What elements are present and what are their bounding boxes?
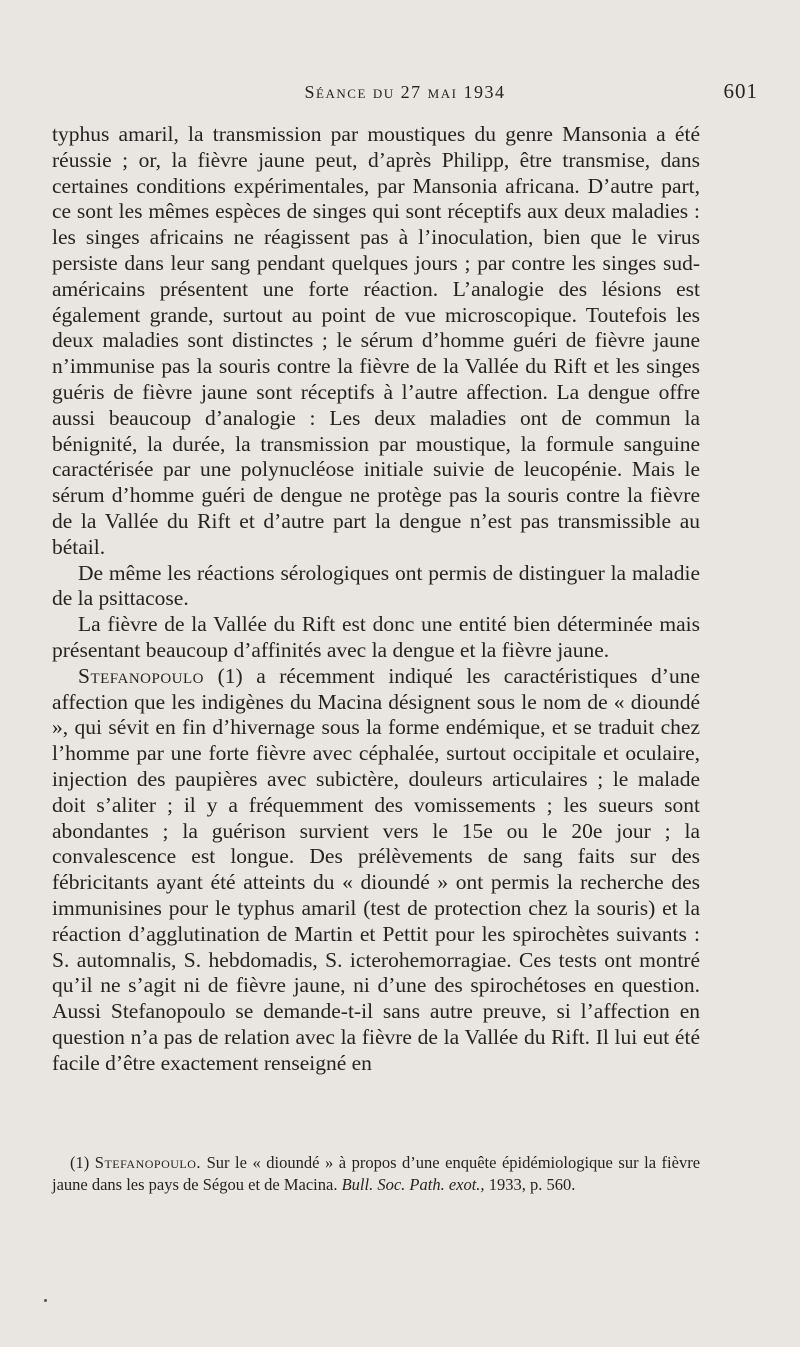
- footnote-marker: (1): [70, 1153, 90, 1172]
- paragraph-dioundé-text: a récemment indiqué les caractéristiques d’une affection que les indigènes du Macina désignent sous le nom de « dioundé », qui sévit en fin d’hivernage sous la forme endémique, et se traduit chez l’homme par une forte fièvre avec céphalée, surtout occipitale et oculaire, injection des paupières avec subictère, douleurs articulaires ; le malade doit s’aliter ; il y a fréquemment des vomissements ; les sueurs sont abondantes ; la guérison survient vers le 15e ou le 20e jour ; la convalescence est longue. Des prélèvements de sang faits sur des fébricitants ayant été atteints du « dioundé » ont permis la recherche des immunisines pour le typhus amaril (test de protection chez la souris) et la réaction d’agglutination de Martin et Pettit pour les spirochètes suivants : S. automnalis, S. hebdomadis, S. icterohemorragiae. Ces tests ont montré qu’il ne s’agit ni de fièvre jaune, ni d’une des spirochétoses en question. Aussi Stefanopoulo se demande-t-il sans autre preuve, si l’affection en question n’a pas de relation avec la fièvre de la Vallée du Rift. Il lui eut été facile d’être exactement renseigné en: [52, 663, 700, 1075]
- body-text: [52, 122, 700, 1076]
- footnote-text: Sur le « dioundé » à propos d’une enquête épidémiologique sur la fièvre jaune dans les pays de Ségou et de Macina.: [52, 1153, 701, 1194]
- paragraph-psittacose: De même les réactions sérologiques ont permis de distinguer la maladie de la psittacose.: [52, 560, 700, 611]
- footnote-journal: Bull. Soc. Path. exot.,: [341, 1175, 485, 1194]
- page-number: 601: [723, 79, 758, 103]
- footnote-citation: 1933, p. 560.: [488, 1175, 576, 1194]
- paragraph-entity: La fièvre de la Vallée du Rift est donc une entité bien déterminée mais présentant beaucoup d’affinités avec la dengue et la fièvre jaune.: [52, 612, 700, 662]
- paragraph-continuation: typhus amaril, la transmission par moustiques du genre Mansonia a été réussie ; or, la fièvre jaune peut, d’après Philipp, être transmise, dans certaines conditions expérimentales, par Mansonia africana. D’autre part, ce sont les mêmes espèces de singes qui sont réceptifs aux deux maladies : les singes africains ne réagissent pas à l’inoculation, bien que le virus persiste dans leur sang pendant quelques jours ; par contre les singes sud-américains présentent une forte réaction. L’analogie des lésions est également grande, surtout au point de vue microscopique. Toutefois les deux maladies sont distinctes ; le sérum d’homme guéri de fièvre jaune n’immunise pas la souris contre la fièvre de la Vallée du Rift et les singes guéris de fièvre jaune sont réceptifs à l’autre affection. La dengue offre aussi beaucoup d’analogie : Les deux maladies ont de commun la bénignité, la durée, la transmission par moustique, la formule sanguine caractérisée par une polynucléose initiale suivie de leucopénie. Mais le sérum d’homme guéri de dengue ne protège pas la souris contre la fièvre de la Vallée du Rift et d’autre part la dengue n’est pas transmissible au bétail.: [52, 122, 700, 559]
- running-title: Séance du 27 mai 1934: [304, 82, 506, 102]
- footnote-reference: (1): [217, 663, 243, 688]
- paper-speck: [44, 1299, 47, 1302]
- page-header: [52, 79, 758, 112]
- footnote: [52, 1152, 700, 1196]
- footnote-author: Stefanopoulo.: [94, 1153, 202, 1172]
- paragraph-dioundé: [52, 664, 700, 1077]
- author-name: Stefanopoulo: [78, 663, 205, 688]
